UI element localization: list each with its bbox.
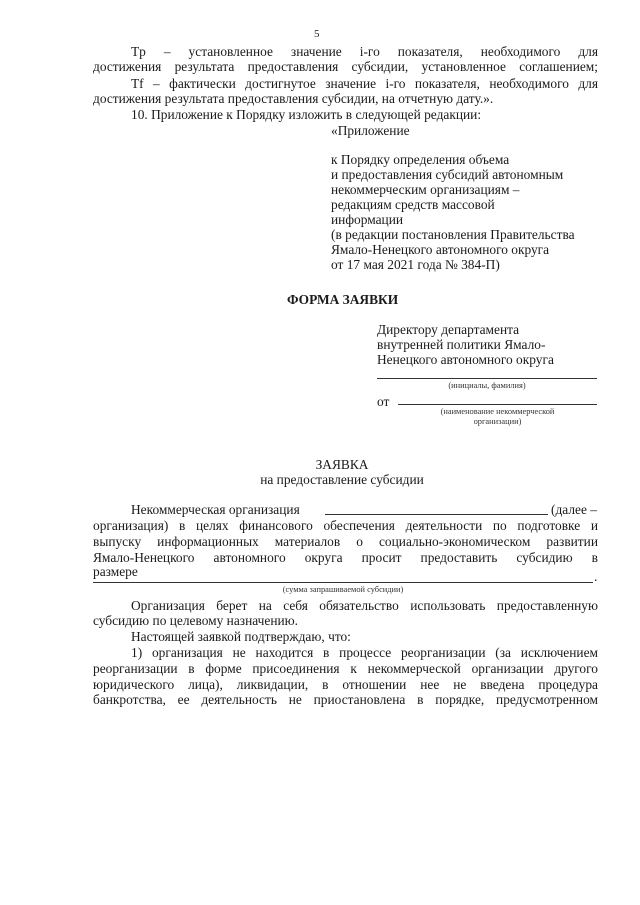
app-p1-line4: Ямало-Ненецкого автономного округа просит предоставить субсидию в (93, 550, 598, 565)
app-p2-line2: субсидию по целевому назначению. (93, 613, 299, 628)
app-p1-line3: выпуску информационных материалов о социально-экономическом развитии (93, 534, 598, 549)
intro-p2-line2: достижения результата предоставления субсидии, на отчетную дату.». (93, 91, 494, 106)
appendix-line: от 17 мая 2021 года № 384-П) (331, 257, 500, 272)
form-heading: ФОРМА ЗАЯВКИ (287, 292, 399, 307)
app-p4-line2: реорганизации в форме присоединения к некоммерческой организации другого (93, 661, 598, 676)
intro-p3: 10. Приложение к Порядку изложить в следующей редакции: (131, 107, 482, 122)
org-caption-line1: (наименование некоммерческой (440, 407, 555, 416)
app-p1-start: Некоммерческая организация (131, 502, 300, 517)
amount-caption: (сумма запрашиваемой субсидии) (282, 585, 404, 594)
initials-underline (377, 378, 597, 379)
intro-p1-line2: достижения результата предоставления субсидии, установленное соглашением; (93, 59, 598, 74)
page-number: 5 (314, 28, 320, 40)
intro-p1-line1: Tp – установленное значение i-го показателя, необходимого для (131, 44, 598, 59)
org-caption-line2: организации) (473, 417, 522, 426)
app-p1-end: (далее – (551, 502, 597, 517)
appendix-line: некоммерческим организациям – (331, 182, 520, 197)
application-title: ЗАЯВКА (315, 457, 369, 472)
initials-caption: (инициалы, фамилия) (448, 381, 526, 390)
app-p1-line2: организация) в целях финансового обеспечения деятельности по подготовке и (93, 518, 598, 533)
org-name-field[interactable] (325, 514, 548, 515)
application-subtitle: на предоставление субсидии (260, 472, 424, 487)
appendix-line: редакциям средств массовой (331, 197, 495, 212)
app-p1-line5: размере (93, 564, 138, 579)
addressee-line1: Директору департамента (377, 322, 520, 337)
appendix-line: к Порядку определения объема (331, 152, 510, 167)
intro-p2-line1: Tf – фактически достигнутое значение i-го показателя, необходимого для (131, 76, 598, 91)
appendix-line: и предоставления субсидий автономным (331, 167, 564, 182)
appendix-line: (в редакции постановления Правительства (331, 227, 575, 242)
app-p4-line3: юридического лица), ликвидации, в отношении нее не введена процедура (93, 677, 598, 692)
addressee-line2: внутренней политики Ямало- (377, 337, 546, 352)
appendix-title: «Приложение (331, 123, 410, 138)
org-name-underline (398, 404, 597, 405)
app-p4-line4: банкротства, ее деятельность не приостановлена в порядке, предусмотренном (93, 692, 598, 707)
amount-field[interactable] (93, 582, 593, 583)
appendix-line: Ямало-Ненецкого автономного округа (331, 242, 550, 257)
amount-period: . (594, 569, 598, 584)
addressee-line3: Ненецкого автономного округа (377, 352, 554, 367)
appendix-line: информации (331, 212, 404, 227)
app-p3: Настоящей заявкой подтверждаю, что: (131, 629, 351, 644)
app-p2-line1: Организация берет на себя обязательство использовать предоставленную (131, 598, 598, 613)
app-p4-line1: 1) организация не находится в процессе реорганизации (за исключением (131, 645, 598, 660)
from-label: от (377, 394, 390, 409)
